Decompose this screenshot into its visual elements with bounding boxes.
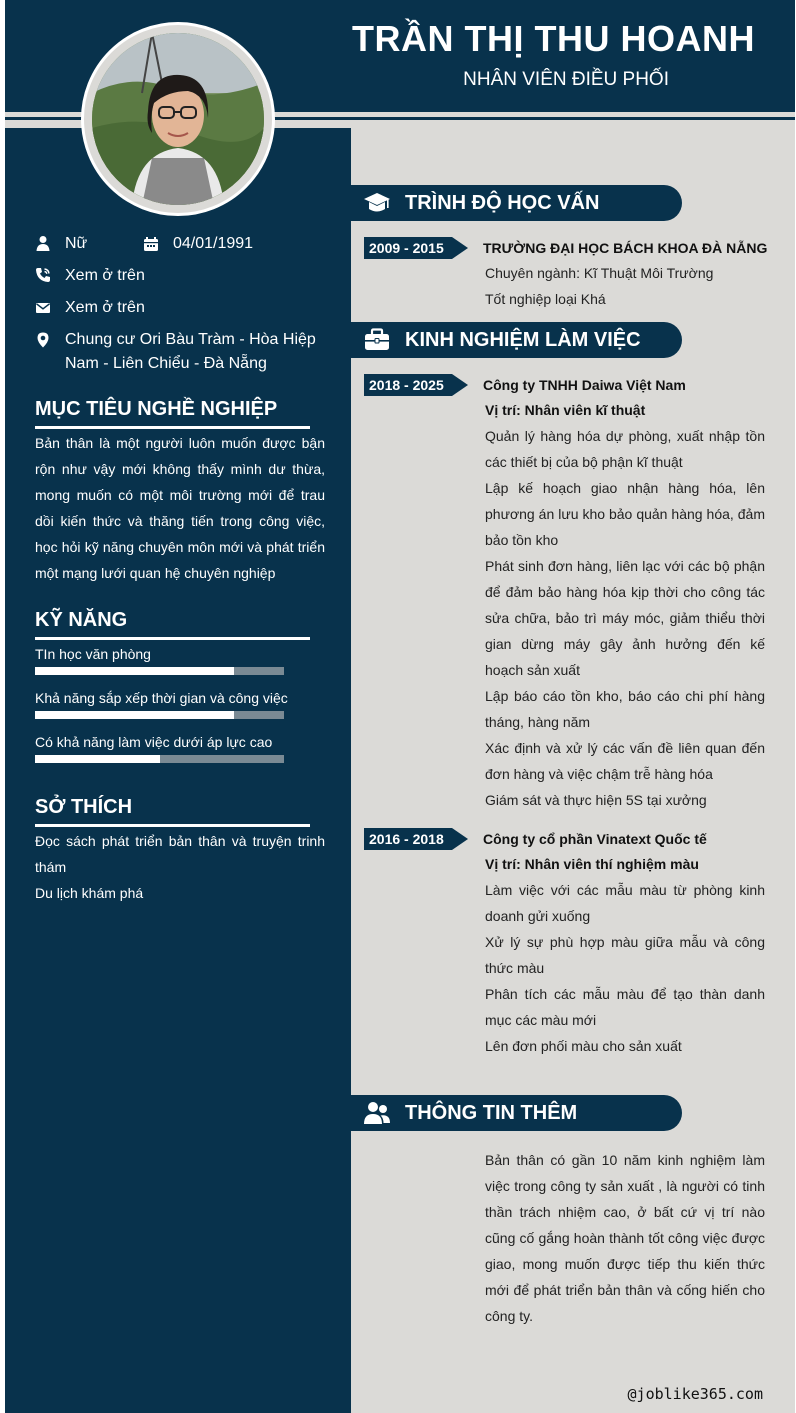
resume-page (5, 0, 795, 1413)
job-task: Lập kế hoạch giao nhận hàng hóa, lên phương án lưu kho bảo quản hàng hóa, đảm bảo tồn kho (485, 480, 765, 548)
education-title: TRÌNH ĐỘ HỌC VẤN (405, 192, 600, 214)
job-task: Lên đơn phối màu cho sản xuất (485, 1038, 682, 1054)
job-task: Phát sinh đơn hàng, liên lạc với các bộ phận để đảm bảo hàng hóa kịp thời cho công tác sửa chữa, bảo trì máy móc, giảm thiểu thời gian dừng máy gây ảnh hưởng đến kế hoạch sản xuất (485, 558, 765, 678)
skill-bar-fill (35, 755, 160, 763)
email-value: Xem ở trên (65, 299, 145, 316)
job-period: 2016 - 2018 (364, 828, 452, 850)
skill-label: Khả năng sắp xếp thời gian và công việc (35, 690, 288, 706)
experience-title: KINH NGHIỆM LÀM VIỆC (405, 329, 641, 351)
hobbies-title: SỞ THÍCH (35, 796, 133, 818)
education-major: Chuyên ngành: Kĩ Thuật Môi Trường (485, 265, 714, 281)
job-company: Công ty TNHH Daiwa Việt Nam (483, 377, 686, 393)
users-icon (363, 1100, 391, 1126)
skill-bar-fill (35, 711, 234, 719)
skill-bar (35, 711, 284, 719)
education-school: TRƯỜNG ĐẠI HỌC BÁCH KHOA ĐÀ NẴNG (483, 240, 768, 256)
education-period: 2009 - 2015 (364, 237, 452, 259)
job-period: 2018 - 2025 (364, 374, 452, 396)
briefcase-icon (363, 327, 391, 353)
email-icon (35, 300, 51, 316)
objective-divider (35, 426, 310, 429)
date-tag-arrow (452, 374, 468, 396)
objective-text: Bản thân là một người luôn muốn được bận rộn như vậy mới không thấy mình dư thừa, mong muốn có một môi trường mới để trau dồi kiến thức và thăng tiến trong công việc, học hỏi kỹ năng chuyên môn mới và phát triển một mạng lưới quan hệ chuyên nghiệp (35, 435, 325, 581)
experience-header (351, 322, 682, 358)
skills-divider (35, 637, 310, 640)
address-line-1: Chung cư Ori Bàu Tràm - Hòa Hiệp (65, 331, 316, 348)
phone-icon (35, 267, 51, 283)
watermark-text: @joblike365.com (627, 1385, 763, 1403)
job-task: Giám sát và thực hiện 5S tại xưởng (485, 792, 707, 808)
hobbies-divider (35, 824, 310, 827)
skills-title: KỸ NĂNG (35, 609, 128, 631)
phone-value: Xem ở trên (65, 267, 145, 284)
address-line-2: Nam - Liên Chiểu - Đà Nẵng (65, 355, 267, 372)
job-position: Vị trí: Nhân viên thí nghiệm màu (485, 856, 699, 872)
date-tag-arrow (452, 237, 468, 259)
job-task: Phân tích các mẫu màu để tạo thàn danh mục các màu mới (485, 986, 765, 1028)
education-header (351, 185, 682, 221)
profile-photo (92, 33, 264, 205)
job-task: Quản lý hàng hóa dự phòng, xuất nhập tồn các thiết bị của bộ phận kĩ thuật (485, 428, 765, 470)
skill-label: TIn học văn phòng (35, 646, 151, 662)
skill-bar-fill (35, 667, 234, 675)
sidebar (5, 128, 351, 1413)
skill-bar (35, 667, 284, 675)
additional-header (351, 1095, 682, 1131)
job-task: Xác định và xử lý các vấn đề liên quan đến đơn hàng và việc chậm trễ hàng hóa (485, 740, 765, 782)
birthday-value: 04/01/1991 (173, 235, 254, 252)
skill-bar (35, 755, 284, 763)
skill-label: Có khả năng làm việc dưới áp lực cao (35, 734, 273, 750)
additional-text: Bản thân có gần 10 năm kinh nghiệm làm việc trong công ty sản xuất , là người có tinh thần trách nhiệm cao, ở bất cứ vị trí nào cũng cố gắng hoàn thành tốt công việc được giao, mong muốn được tiếp thu kiến thức mới để phát triển bản thân và cống hiến cho công ty. (485, 1152, 765, 1324)
job-task: Xử lý sự phù hợp màu giữa mẫu và công thức màu (485, 934, 765, 976)
date-tag-arrow (452, 828, 468, 850)
hobby-item: Đọc sách phát triển bản thân và truyện trinh thám (35, 833, 325, 875)
job-task: Làm việc với các mẫu màu từ phòng kinh doanh gửi xuống (485, 882, 765, 924)
hobby-item: Du lịch khám phá (35, 885, 144, 901)
additional-title: THÔNG TIN THÊM (405, 1102, 578, 1124)
education-grade: Tốt nghiệp loại Khá (485, 291, 606, 307)
candidate-name: TRẦN THỊ THU HOANH (352, 18, 755, 59)
objective-title: MỤC TIÊU NGHỀ NGHIỆP (35, 398, 278, 420)
avatar-frame (81, 22, 275, 216)
gender-value: Nữ (65, 235, 88, 252)
job-company: Công ty cổ phần Vinatext Quốc tế (483, 831, 707, 847)
graduation-cap-icon (363, 190, 391, 216)
avatar (92, 33, 264, 205)
job-task: Lập báo cáo tồn kho, báo cáo chi phí hàng tháng, hàng năm (485, 688, 765, 730)
calendar-icon (143, 236, 159, 252)
location-pin-icon (35, 332, 51, 348)
person-icon (35, 235, 51, 251)
job-position: Vị trí: Nhân viên kĩ thuật (485, 402, 646, 418)
candidate-role: NHÂN VIÊN ĐIỀU PHỐI (463, 69, 669, 90)
